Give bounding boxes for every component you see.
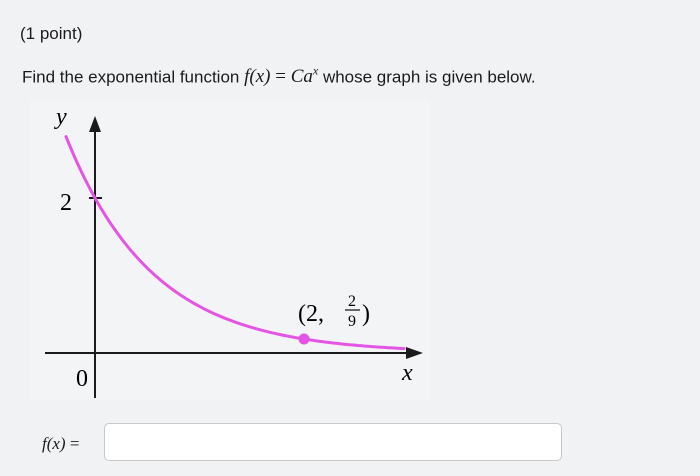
point-label-close: ): [362, 301, 370, 327]
question-text: [22, 64, 536, 88]
exponential-graph: [30, 100, 450, 410]
function-lhs: f(x): [244, 66, 271, 88]
graph-background: [30, 100, 430, 400]
point-fraction-numerator: 2: [348, 293, 356, 310]
function-equals: =: [270, 66, 291, 88]
y-axis-label: y: [56, 104, 67, 130]
y-intercept-label: 2: [60, 190, 72, 216]
answer-label: [42, 434, 79, 454]
answer-input[interactable]: [104, 423, 562, 461]
function-formula: [244, 66, 318, 87]
points-label: (1 point): [20, 24, 83, 43]
curve-point: [299, 334, 310, 345]
origin-label: 0: [76, 366, 88, 392]
x-axis-label: x: [402, 360, 413, 386]
point-label-open: (2,: [298, 301, 324, 327]
function-exponent: x: [312, 64, 319, 78]
function-base: Ca: [290, 66, 313, 88]
answer-equals: =: [69, 434, 80, 453]
answer-function-label: f(x): [42, 434, 66, 453]
point-fraction-denominator: 9: [348, 313, 356, 330]
question-suffix: whose graph is given below.: [318, 67, 536, 87]
question-prefix: Find the exponential function: [22, 67, 245, 87]
